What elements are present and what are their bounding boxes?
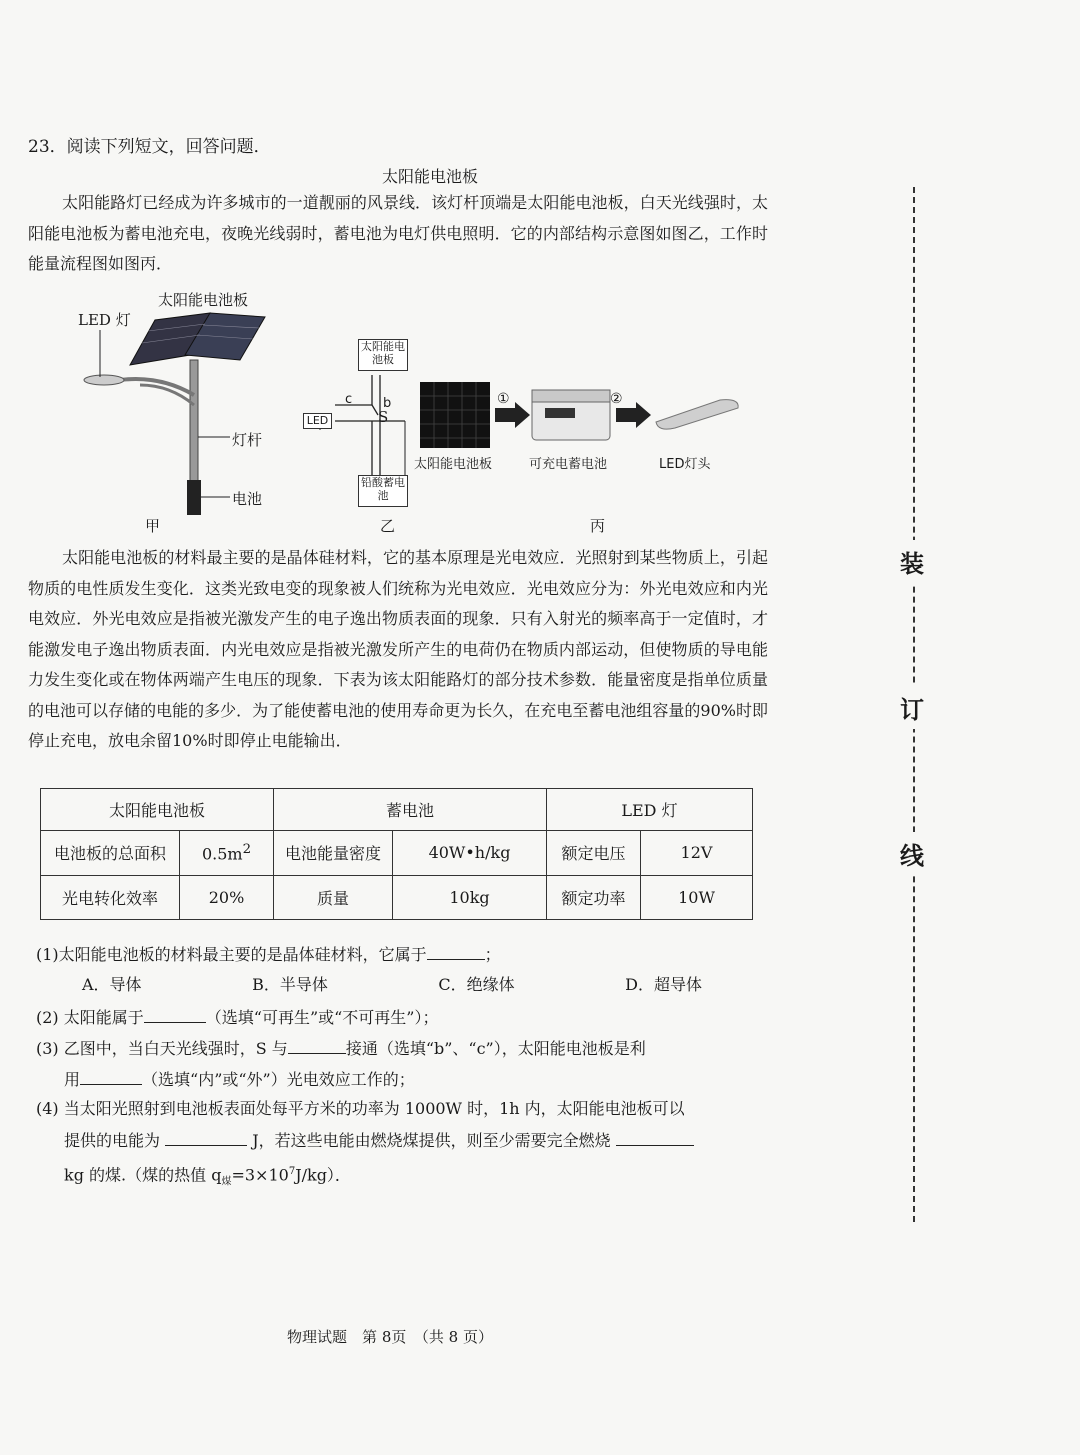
question-4: (4) 当太阳光照射到电池板表面处每平方米的功率为 1000W 时，1h 内，太阳能电池板可以: [36, 1099, 685, 1118]
figure-bing-energy-flow: [420, 380, 750, 450]
answer-blank[interactable]: [288, 1035, 346, 1054]
figure-label-yi: 乙: [380, 517, 396, 535]
cell-efficiency-value: 20%: [180, 875, 274, 919]
paragraph-intro: 太阳能路灯已经成为许多城市的一道靓丽的风景线．该灯杆顶端是太阳能电池板，白天光线强时，太阳能电池板为蓄电池充电，夜晚光线弱时，蓄电池为电灯供电照明．它的内部结构示意图如图乙，工作时能量流程图如图丙．: [28, 193, 768, 273]
question-4-cont: 提供的电能为 J，若这些电能由燃烧煤提供，则至少需要完全燃烧: [64, 1127, 694, 1153]
cell-rated-power-value: 10W: [641, 875, 753, 919]
label-battery: 电池: [232, 490, 263, 508]
binding-char-zhuang: 装: [898, 540, 926, 583]
box-lead-acid-battery: 铅酸蓄电池: [358, 475, 408, 507]
label-pole: 灯杆: [232, 431, 263, 449]
label-led: LED 灯: [78, 311, 131, 329]
box-led: LED: [303, 413, 332, 429]
cell-efficiency-label: 光电转化效率: [41, 875, 180, 919]
answer-blank[interactable]: [80, 1066, 142, 1085]
answer-blank[interactable]: [144, 1004, 206, 1023]
switch-b-label: b: [383, 396, 392, 411]
question-3: (3) 乙图中，当白天光线强时，S 与 接通（选填“b”、“c”），太阳能电池板是利: [36, 1035, 646, 1061]
box-solar-panel: 太阳能电池板: [358, 339, 408, 371]
question-4-end: kg 的煤.（煤的热值 $q_煤=3\times 10^7J/kg$）．: [64, 1165, 351, 1188]
answer-blank[interactable]: [427, 941, 485, 960]
option-c[interactable]: C．绝缘体: [438, 975, 515, 994]
cell-energy-density-value: 40W•h/kg: [393, 831, 547, 875]
cell-rated-power-label: 额定功率: [547, 875, 641, 919]
step-2: ②: [610, 391, 623, 407]
passage-title: 太阳能电池板: [381, 167, 478, 186]
header-solar-panel: 太阳能电池板: [41, 789, 274, 831]
solar-panel-icon: [130, 313, 265, 365]
parameters-table: [40, 788, 753, 920]
question-3-cont: 用 （选填“内”或“外”）光电效应工作的；: [64, 1066, 415, 1092]
binding-char-ding: 订: [898, 686, 926, 729]
step-1: ①: [497, 391, 510, 407]
answer-blank[interactable]: [616, 1127, 694, 1146]
switch-s-label: S: [378, 408, 389, 426]
cell-panel-area-value: $0.5m^2$: [180, 831, 274, 875]
label-solar-panel: 太阳能电池板: [158, 291, 249, 309]
cell-panel-area-label: 电池板的总面积: [41, 831, 180, 875]
paragraph-photoelectric: 太阳能电池板的材料最主要的是晶体硅材料，它的基本原理是光电效应．光照射到某些物质上，引起物质的电性质发生变化．这类光致电变的现象被人们统称为光电效应．光电效应分为：外光电效应和内光电效应．外光电效应是指被光激发产生的电子逸出物质表面的现象．只有入射光的频率高于一定值时，才能激发电子逸出物质表面．内光电效应是指被光激发所产生的电荷仍在物质内部运动，但使物质的导电能力发生变化或在物体两端产生电压的现象．下表为该太阳能路灯的部分技术参数．能量密度是指单位质量的电池可以存储的电能的多少．为了能使蓄电池的使用寿命更为长久，在充电至蓄电池组容量的90%时即停止充电，放电余留10%时即停止电能输出．: [28, 548, 768, 750]
caption-led-head: LED灯头: [659, 457, 711, 472]
header-led: LED 灯: [547, 789, 753, 831]
caption-solar-panel: 太阳能电池板: [414, 457, 493, 472]
header-battery: 蓄电池: [274, 789, 547, 831]
cell-mass-label: 质量: [274, 875, 393, 919]
caption-rechargeable-battery: 可充电蓄电池: [529, 457, 608, 472]
switch-c-label: c: [345, 392, 353, 407]
question-1: (1)太阳能电池板的材料最主要的是晶体硅材料，它属于 ；: [36, 941, 501, 967]
question-2: (2) 太阳能属于 （选填“可再生”或“不可再生”）；: [36, 1004, 439, 1030]
figure-label-bing: 丙: [590, 517, 606, 535]
question-1-options: [82, 972, 702, 995]
cell-energy-density-label: 电池能量密度: [274, 831, 393, 875]
cell-mass-value: 10kg: [393, 875, 547, 919]
answer-blank[interactable]: [165, 1127, 247, 1146]
cell-rated-voltage-label: 额定电压: [547, 831, 641, 875]
option-b[interactable]: B．半导体: [252, 975, 328, 994]
question-title: 23．阅读下列短文，回答问题．: [28, 137, 271, 157]
figure-label-jia: 甲: [145, 517, 161, 535]
option-a[interactable]: A．导体: [82, 975, 142, 994]
led-lamp-head-icon: [656, 400, 738, 429]
page-footer: 物理试题 第 8页 （共 8 页）: [287, 1328, 493, 1346]
option-d[interactable]: D．超导体: [625, 975, 702, 994]
cell-rated-voltage-value: 12V: [641, 831, 753, 875]
binding-char-xian: 线: [898, 832, 926, 875]
